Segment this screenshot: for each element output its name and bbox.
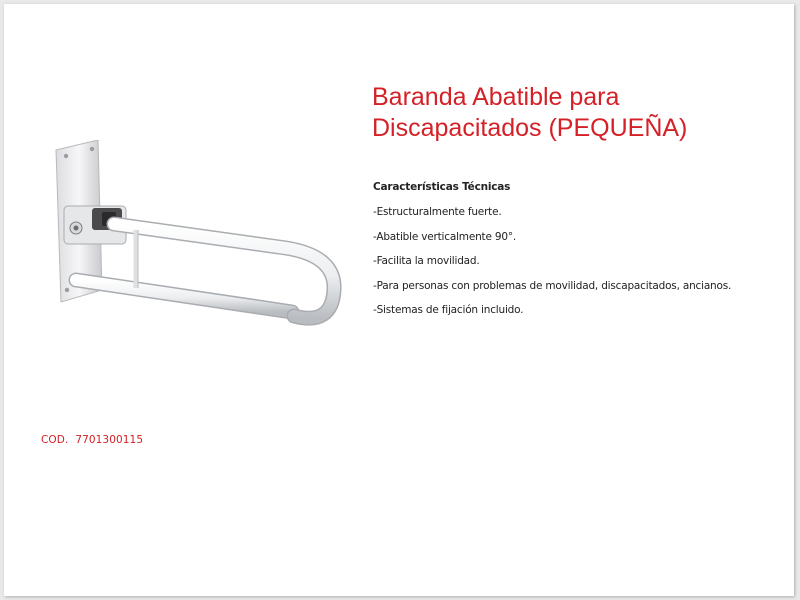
product-code [41, 434, 143, 446]
technical-specs [373, 181, 793, 329]
product-code-label: COD. [41, 434, 69, 446]
spec-item: -Abatible verticalmente 90°. [373, 230, 517, 243]
spec-item: -Estructuralmente fuerte. [373, 206, 502, 218]
specs-heading: Características Técnicas [373, 181, 511, 193]
product-code-value: 7701300115 [75, 434, 144, 446]
grab-bar-product-image [54, 140, 354, 350]
spec-item: -Facilita la movilidad. [373, 255, 480, 267]
spec-list [373, 206, 793, 329]
spec-item: -Sistemas de fijación incluido. [373, 304, 524, 316]
product-title [372, 82, 772, 144]
product-sheet [4, 4, 794, 596]
spec-item: -Para personas con problemas de movilidad, discapacitados, ancianos. [373, 279, 732, 292]
product-title-line-2: Discapacitados (PEQUEÑA) [372, 114, 688, 142]
product-title-line-1: Baranda Abatible para [372, 83, 620, 111]
